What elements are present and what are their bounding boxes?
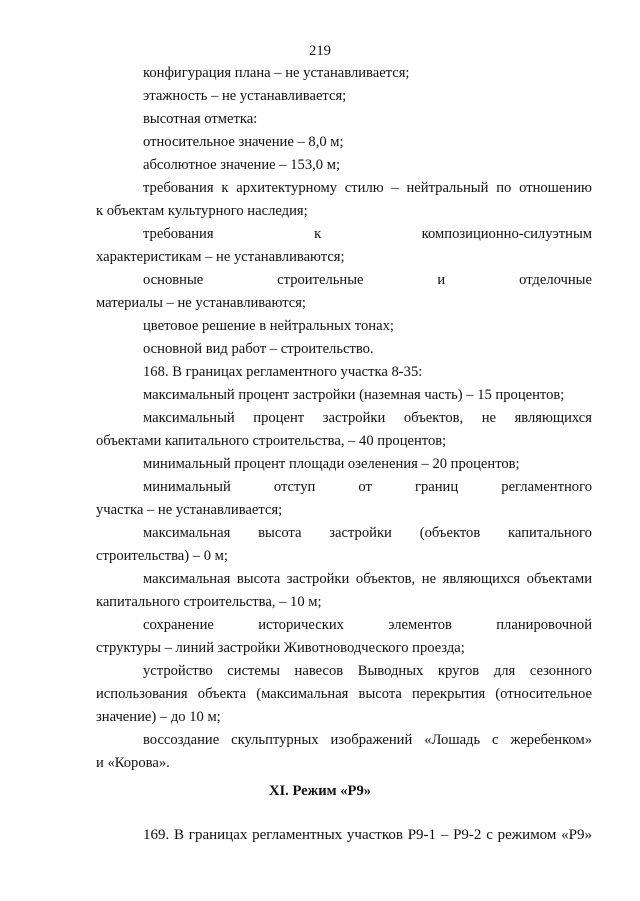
word: с	[486, 827, 493, 843]
word: регламентных	[252, 827, 343, 843]
word: Р9-2	[453, 827, 482, 843]
word: и	[437, 272, 446, 288]
word: от	[358, 479, 372, 495]
word: к	[221, 180, 229, 196]
word: к	[314, 226, 322, 242]
word: минимальный	[143, 479, 231, 495]
word: воссоздание	[143, 732, 220, 748]
word: сохранение	[143, 617, 214, 633]
word: требования	[143, 226, 214, 242]
word: нейтральный	[406, 180, 489, 196]
word: регламентного	[501, 479, 592, 495]
text-line: основной вид работ – строительство.	[143, 341, 374, 357]
word: требования	[143, 180, 214, 196]
word: системы	[227, 663, 280, 679]
word: перекрытия	[412, 686, 486, 702]
word: сезонного	[529, 663, 592, 679]
word: (объектов	[419, 525, 481, 541]
text-line: характеристикам – не устанавливаются;	[96, 249, 345, 265]
word: кругов	[437, 663, 480, 679]
word: границ	[414, 479, 459, 495]
word: (относительное	[495, 686, 592, 702]
word: (максимальная	[256, 686, 349, 702]
word: высота	[258, 525, 302, 541]
word: В	[174, 827, 185, 843]
word: максимальная	[143, 525, 231, 541]
word: застройки	[329, 525, 392, 541]
text-line: участка – не устанавливается;	[96, 502, 283, 518]
text-line-justified	[143, 731, 592, 749]
word: не	[421, 571, 437, 587]
word: высота	[236, 571, 281, 587]
word: Выводных	[357, 663, 424, 679]
text-line: минимальный процент площади озеленения – 20 процентов;	[143, 456, 520, 472]
text-line: и «Корова».	[96, 755, 170, 771]
word: жеребенком»	[510, 732, 592, 748]
text-line-justified	[96, 685, 592, 703]
word: отношению	[519, 180, 592, 196]
word: Р9-1	[407, 827, 437, 843]
word: являющихся	[514, 410, 592, 426]
text-line: 168. В границах регламентного участка 8-35:	[143, 364, 423, 380]
word: процент	[253, 410, 305, 426]
word: застройки	[322, 410, 386, 426]
word: основные	[143, 272, 204, 288]
word: скульптурных	[231, 732, 319, 748]
word: «Р9»	[561, 827, 592, 843]
text-line: высотная отметка:	[143, 111, 258, 127]
word: с	[492, 732, 499, 748]
word: изображений	[330, 732, 413, 748]
word: использования	[96, 686, 188, 702]
word: высота	[358, 686, 402, 702]
word: навесов	[294, 663, 344, 679]
word: отделочные	[519, 272, 592, 288]
text-line: материалы – не устанавливаются;	[96, 295, 306, 311]
text-line-justified	[143, 524, 592, 542]
word: стилю	[344, 180, 384, 196]
word: застройки	[286, 571, 350, 587]
text-line-justified	[143, 409, 592, 427]
word: границах	[188, 827, 248, 843]
word: максимальная	[143, 571, 231, 587]
word: объекта	[197, 686, 247, 702]
text-line: строительства) – 0 м;	[96, 548, 228, 564]
word: –	[391, 180, 399, 196]
text-line: к объектам культурного наследия;	[96, 203, 308, 219]
word: устройство	[143, 663, 213, 679]
text-line: максимальный процент застройки (наземная часть) – 15 процентов;	[143, 387, 565, 403]
text-line: конфигурация плана – не устанавливается;	[143, 65, 410, 81]
text-line-justified	[143, 662, 592, 680]
word: 169.	[143, 827, 170, 843]
section-heading: XI. Режим «Р9»	[268, 783, 372, 799]
word: элементов	[388, 617, 452, 633]
text-line: этажность – не устанавливается;	[143, 88, 347, 104]
word: объектов,	[403, 410, 464, 426]
text-line-justified	[143, 826, 592, 844]
text-line-justified	[143, 225, 592, 243]
text-line-justified	[143, 179, 592, 197]
page-number: 219	[309, 43, 331, 59]
word: «Лошадь	[424, 732, 481, 748]
text-line-justified	[143, 478, 592, 496]
word: объектами	[526, 571, 592, 587]
word: не	[481, 410, 497, 426]
text-line: структуры – линий застройки Животноводческого проезда;	[96, 640, 465, 656]
word: капитального	[508, 525, 592, 541]
word: участков	[346, 827, 403, 843]
word: архитектурному	[236, 180, 337, 196]
word: композиционно-силуэтным	[421, 226, 592, 242]
text-line: относительное значение – 8,0 м;	[143, 134, 344, 150]
text-line-justified	[143, 616, 592, 634]
word: –	[440, 827, 449, 843]
word: по	[496, 180, 512, 196]
word: максимальный	[143, 410, 235, 426]
word: исторических	[258, 617, 344, 633]
word: для	[493, 663, 516, 679]
word: строительные	[277, 272, 364, 288]
text-line: абсолютное значение – 153,0 м;	[143, 157, 341, 173]
text-line-justified	[143, 570, 592, 588]
word: отступ	[273, 479, 316, 495]
word: режимом	[497, 827, 557, 843]
word: планировочной	[496, 617, 592, 633]
text-line: объектами капитального строительства, – 40 процентов;	[96, 433, 447, 449]
text-line-justified	[143, 271, 592, 289]
text-line: цветовое решение в нейтральных тонах;	[143, 318, 394, 334]
text-line: значение) – до 10 м;	[96, 709, 221, 725]
word: являющихся	[442, 571, 521, 587]
word: объектов,	[355, 571, 416, 587]
text-line: капитального строительства, – 10 м;	[96, 594, 322, 610]
